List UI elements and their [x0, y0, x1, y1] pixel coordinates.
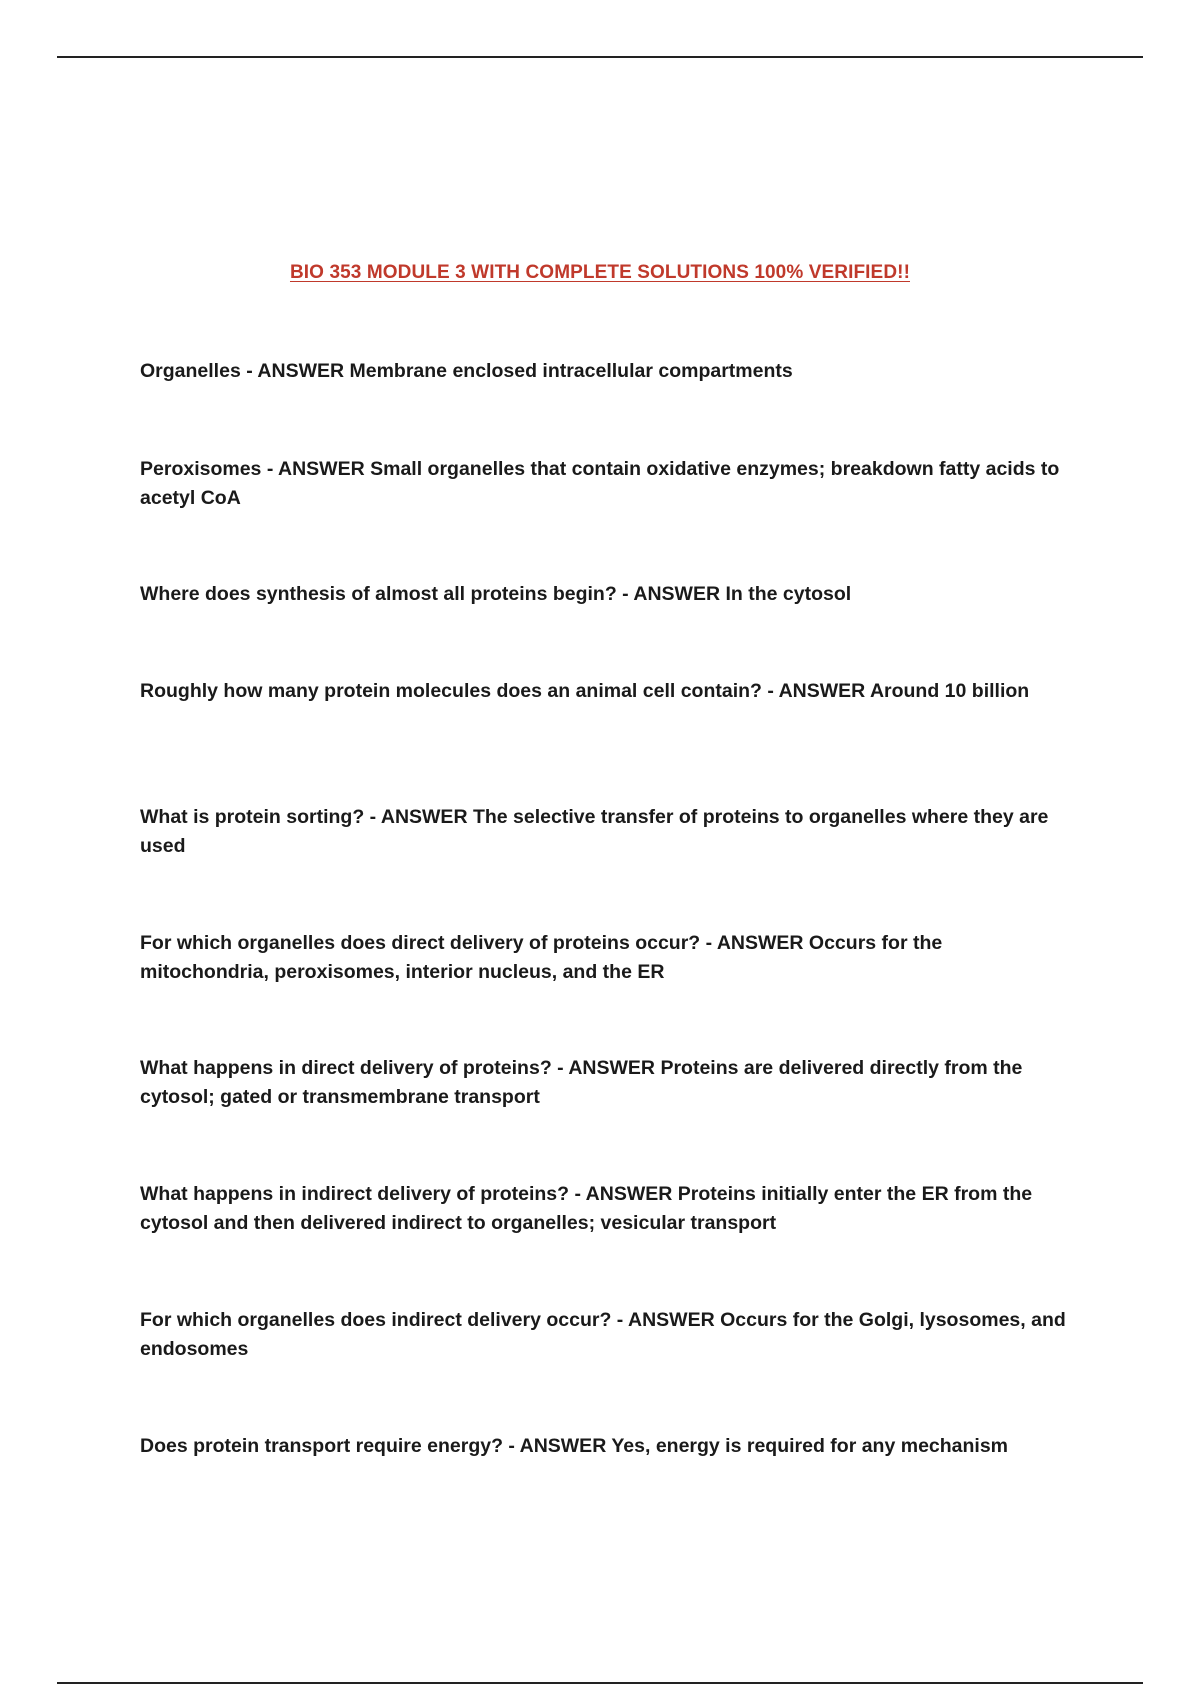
top-rule	[57, 56, 1143, 58]
answer-text: Membrane enclosed intracellular compartments	[349, 360, 793, 382]
answer-text: The selective transfer of proteins to organelles where they are used	[140, 806, 1049, 857]
qa-item: For which organelles does direct delivery of proteins occur? - ANSWER Occurs for the mitochondria, peroxisomes, interior nucleus, and the ER	[140, 932, 943, 983]
qa-item: Where does synthesis of almost all proteins begin? - ANSWER In the cytosol	[140, 583, 852, 605]
qa-item: Roughly how many protein molecules does an animal cell contain? - ANSWER Around 10 billion	[140, 680, 1030, 702]
answer-text: Yes, energy is required for any mechanism	[611, 1435, 1009, 1457]
qa-item: For which organelles does indirect delivery occur? - ANSWER Occurs for the Golgi, lysosomes, and endosomes	[140, 1309, 1066, 1360]
answer-keyword: ANSWER	[633, 583, 721, 605]
qa-item: What happens in direct delivery of proteins? - ANSWER Proteins are delivered directly from the cytosol; gated or transmembrane transport	[140, 1057, 1023, 1108]
answer-keyword: ANSWER	[778, 680, 866, 702]
bottom-rule	[57, 1682, 1143, 1684]
answer-text: Occurs for the mitochondria, peroxisomes, interior nucleus, and the ER	[140, 932, 943, 983]
question-text: Where does synthesis of almost all proteins begin?	[140, 583, 617, 605]
question-text: What happens in direct delivery of proteins?	[140, 1057, 552, 1079]
question-text: Roughly how many protein molecules does an animal cell contain?	[140, 680, 762, 702]
document-title: BIO 353 MODULE 3 WITH COMPLETE SOLUTIONS 100% VERIFIED!!	[289, 262, 910, 283]
answer-text: Occurs for the Golgi, lysosomes, and endosomes	[140, 1309, 1066, 1360]
question-text: Does protein transport require energy?	[140, 1435, 503, 1457]
answer-keyword: ANSWER	[585, 1183, 673, 1205]
answer-text: Around 10 billion	[869, 680, 1030, 702]
question-text: Organelles	[140, 360, 241, 382]
qa-item: What happens in indirect delivery of proteins? - ANSWER Proteins initially enter the ER from the cytosol and then delivered indirect to organelles; vesicular transport	[140, 1183, 1033, 1234]
answer-keyword: ANSWER	[628, 1309, 715, 1331]
qa-item: Does protein transport require energy? - ANSWER Yes, energy is required for any mechanism	[140, 1435, 1009, 1457]
question-text: Peroxisomes	[140, 458, 262, 480]
answer-text: Proteins initially enter the ER from the cytosol and then delivered indirect to organelles; vesicular transport	[140, 1183, 1033, 1234]
answer-keyword: ANSWER	[519, 1435, 607, 1457]
question-text: What is protein sorting?	[140, 806, 365, 828]
qa-item: Peroxisomes - ANSWER Small organelles that contain oxidative enzymes; breakdown fatty acids to acetyl CoA	[140, 458, 1060, 509]
answer-keyword: ANSWER	[716, 932, 804, 954]
question-text: What happens in indirect delivery of proteins?	[140, 1183, 570, 1205]
answer-text: Proteins are delivered directly from the cytosol; gated or transmembrane transport	[140, 1057, 1023, 1108]
qa-item: Organelles - ANSWER Membrane enclosed intracellular compartments	[140, 360, 793, 382]
qa-item: What is protein sorting? - ANSWER The selective transfer of proteins to organelles where they are used	[140, 806, 1049, 857]
answer-text: Small organelles that contain oxidative enzymes; breakdown fatty acids to acetyl CoA	[140, 458, 1060, 509]
answer-text: In the cytosol	[725, 583, 852, 605]
question-text: For which organelles does indirect delivery occur?	[140, 1309, 612, 1331]
question-text: For which organelles does direct delivery of proteins occur?	[140, 932, 701, 954]
answer-keyword: ANSWER	[257, 360, 345, 382]
answer-keyword: ANSWER	[568, 1057, 656, 1079]
answer-keyword: ANSWER	[380, 806, 468, 828]
answer-keyword: ANSWER	[278, 458, 365, 480]
